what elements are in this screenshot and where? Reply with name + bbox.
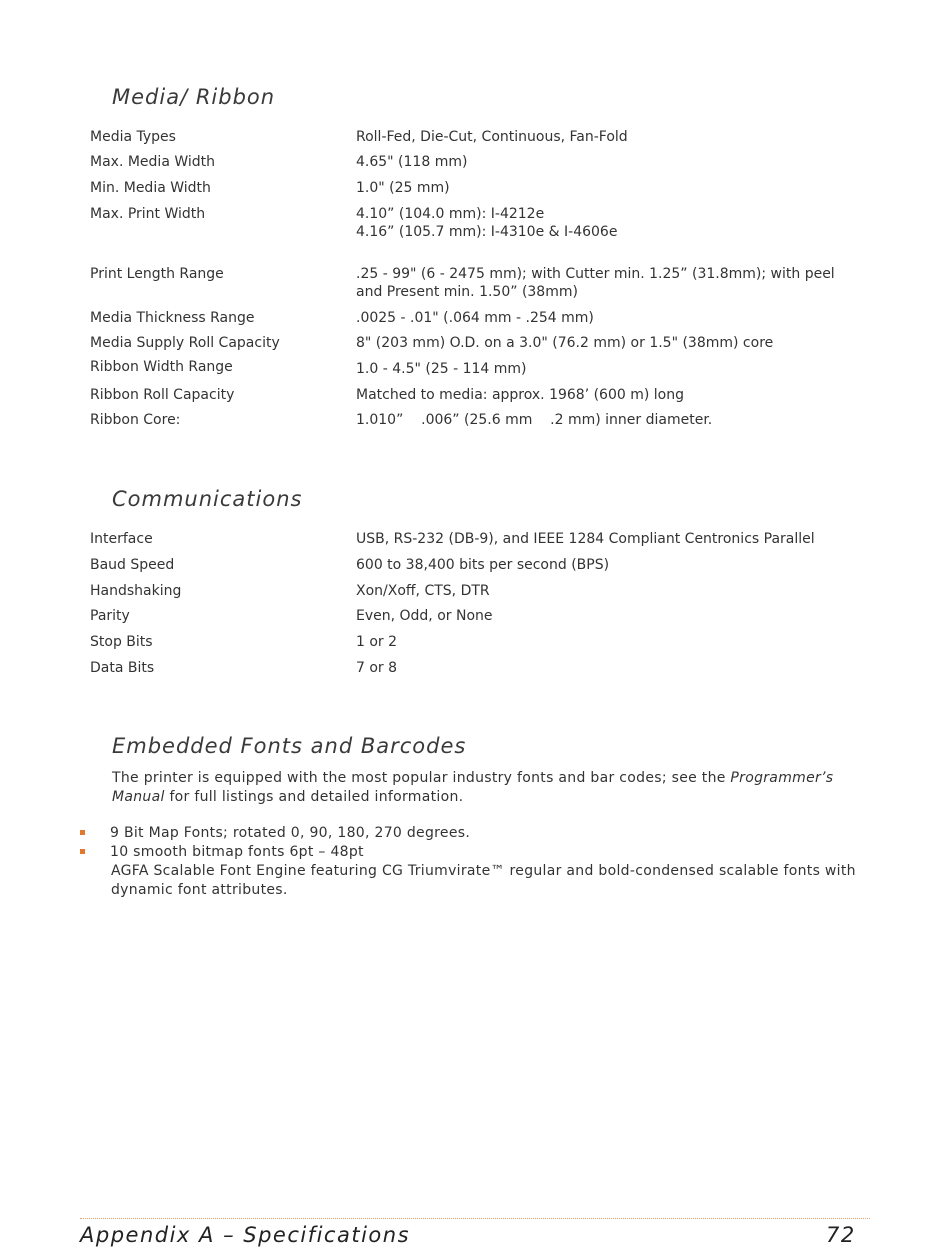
- fonts-intro-paragraph: [112, 769, 872, 807]
- spec-label: Min. Media Width: [90, 180, 211, 196]
- spec-label: Media Types: [90, 129, 176, 145]
- list-item-text: 9 Bit Map Fonts; rotated 0, 90, 180, 270 degrees.: [110, 825, 471, 841]
- spec-label: Media Thickness Range: [90, 310, 255, 326]
- spec-value: 4.65" (118 mm): [356, 154, 468, 170]
- spec-label: Interface: [90, 531, 153, 547]
- spec-value: 1.0 - 4.5" (25 - 114 mm): [356, 361, 527, 377]
- spec-value: Matched to media: approx. 1968’ (600 m) long: [356, 387, 684, 403]
- spec-value: USB, RS-232 (DB-9), and IEEE 1284 Compliant Centronics Parallel: [356, 531, 815, 547]
- fonts-intro-text: The printer is equipped with the most popular industry fonts and bar codes; see the: [112, 770, 731, 786]
- footer-title: Appendix A – Specifications: [80, 1223, 411, 1247]
- spec-label: Print Length Range: [90, 266, 224, 282]
- spec-label: Max. Media Width: [90, 154, 216, 170]
- spec-label: Ribbon Roll Capacity: [90, 387, 235, 403]
- section-title-media: Media/ Ribbon: [112, 85, 276, 109]
- spec-value: .0025 - .01" (.064 mm - .254 mm): [356, 310, 594, 326]
- spec-value: 1 or 2: [356, 634, 398, 650]
- fonts-continuation-paragraph: AGFA Scalable Font Engine featuring CG Triumvirate™ regular and bold-condensed scalable fonts with dynamic font attributes.: [111, 863, 856, 898]
- fonts-intro-text: for full listings and detailed information.: [164, 789, 464, 805]
- spec-label: Media Supply Roll Capacity: [90, 335, 280, 351]
- spec-value: 1.010” .006” (25.6 mm .2 mm) inner diameter.: [356, 412, 713, 428]
- spec-value: Even, Odd, or None: [356, 608, 493, 624]
- square-bullet-icon: [80, 849, 85, 854]
- spec-value: 7 or 8: [356, 660, 398, 676]
- spec-value: .25 - 99" (6 - 2475 mm); with Cutter min. 1.25” (31.8mm); with peel and Present min. 1.50” (38mm): [356, 266, 835, 300]
- manual-title-italic: Manual: [112, 789, 165, 805]
- spec-label: Parity: [90, 608, 130, 624]
- spec-value: 4.10” (104.0 mm): I-4212e 4.16” (105.7 mm): I-4310e & I-4606e: [356, 206, 618, 240]
- section-title-communications: Communications: [112, 487, 303, 511]
- list-item-text: 10 smooth bitmap fonts 6pt – 48pt: [110, 844, 364, 860]
- spec-value: 1.0" (25 mm): [356, 180, 450, 196]
- section-title-fonts: Embedded Fonts and Barcodes: [112, 734, 467, 758]
- spec-label: Handshaking: [90, 583, 182, 599]
- spec-value: 600 to 38,400 bits per second (BPS): [356, 557, 610, 573]
- spec-value: Xon/Xoff, CTS, DTR: [356, 583, 490, 599]
- spec-label: Ribbon Width Range: [90, 359, 233, 375]
- spec-value: 8" (203 mm) O.D. on a 3.0" (76.2 mm) or 1.5" (38mm) core: [356, 335, 774, 351]
- spec-label: Data Bits: [90, 660, 155, 676]
- footer-divider: [80, 1218, 870, 1219]
- spec-label: Max. Print Width: [90, 206, 206, 222]
- spec-label: Ribbon Core:: [90, 412, 181, 428]
- manual-title-italic: Programmer’s: [730, 770, 834, 786]
- spec-value: Roll-Fed, Die-Cut, Continuous, Fan-Fold: [356, 129, 628, 145]
- spec-label: Baud Speed: [90, 557, 175, 573]
- page-number: 72: [826, 1223, 856, 1247]
- square-bullet-icon: [80, 830, 85, 835]
- spec-label: Stop Bits: [90, 634, 153, 650]
